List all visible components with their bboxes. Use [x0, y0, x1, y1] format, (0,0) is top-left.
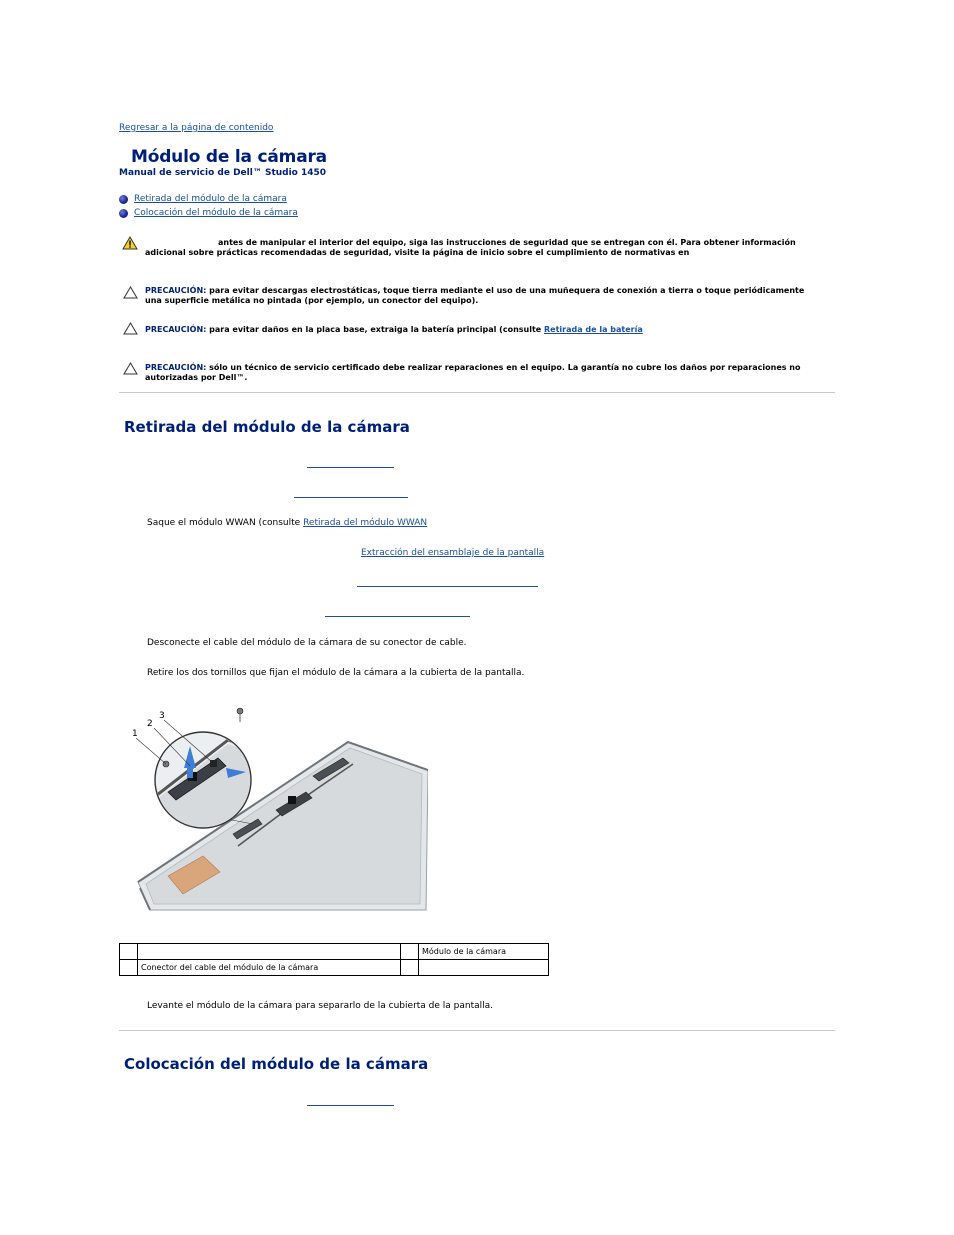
- table-cell: [138, 944, 401, 960]
- camera-module-illustration: [128, 706, 428, 912]
- caution-1-line1: [145, 286, 804, 296]
- step-screws: Retire los dos tornillos que fijan el módulo de la cámara a la cubierta de la pantalla.: [147, 668, 525, 678]
- divider: [119, 1030, 835, 1031]
- toc-link-replacement[interactable]: Colocación del módulo de la cámara: [134, 208, 298, 218]
- caution-2-line1: [145, 325, 643, 335]
- caution-label: PRECAUCIÓN:: [145, 286, 207, 295]
- table-cell: [120, 944, 138, 960]
- wwan-removal-link[interactable]: Retirada del módulo WWAN: [303, 518, 428, 528]
- toc-link-removal[interactable]: Retirada del módulo de la cámara: [134, 194, 287, 204]
- step-link-underline[interactable]: [357, 586, 538, 587]
- table-cell: Conector del cable del módulo de la cámara: [138, 960, 401, 976]
- caution-text: para evitar daños en la placa base, extraiga la batería principal (consulte: [209, 325, 542, 334]
- bullet-icon: [119, 195, 128, 204]
- callout-1: 1: [132, 729, 138, 739]
- table-cell: [401, 944, 419, 960]
- page-subtitle: Manual de servicio de Dell™ Studio 1450: [119, 168, 327, 178]
- step-link-underline[interactable]: [307, 467, 394, 468]
- step-link-underline[interactable]: [325, 616, 470, 617]
- section-heading-replacement: Colocación del módulo de la cámara: [124, 1055, 429, 1073]
- callout-3: 3: [159, 711, 165, 721]
- table-cell: Módulo de la cámara: [419, 944, 549, 960]
- step-disconnect: Desconecte el cable del módulo de la cámara de su conector de cable.: [147, 638, 467, 648]
- table-row: [120, 944, 549, 960]
- table-cell: [419, 960, 549, 976]
- callout-legend-table: [119, 943, 549, 976]
- table-cell: [120, 960, 138, 976]
- section-heading-removal: Retirada del módulo de la cámara: [124, 418, 410, 436]
- caution-icon: [123, 286, 138, 299]
- divider: [119, 392, 835, 393]
- caution-1-line2: una superficie metálica no pintada (por ejemplo, un conector del equipo).: [145, 296, 479, 305]
- caution-text: sólo un técnico de servicio certificado debe realizar reparaciones en el equipo. La garantía no cubre los daños por reparaciones no: [209, 363, 801, 372]
- page-title: Módulo de la cámara: [131, 147, 327, 167]
- display-removal-link[interactable]: Extracción del ensamblaje de la pantalla: [361, 548, 545, 558]
- caution-icon: [123, 362, 138, 375]
- step-link-underline[interactable]: [307, 1105, 394, 1106]
- step-wwan: [147, 518, 427, 528]
- caution-text: para evitar descargas electrostáticas, toque tierra mediante el uso de una muñequera de conexión a tierra o toque periódicamente: [209, 286, 805, 295]
- caution-label: PRECAUCIÓN:: [145, 363, 207, 372]
- caution-3-line1: [145, 363, 801, 373]
- caution-icon: [123, 322, 138, 335]
- table-row: [120, 960, 549, 976]
- battery-removal-link[interactable]: Retirada de la batería: [544, 325, 643, 334]
- step-text: Saque el módulo WWAN (consulte: [147, 518, 301, 528]
- table-cell: [401, 960, 419, 976]
- caution-3-line2: autorizadas por Dell™.: [145, 373, 248, 382]
- step-link-underline[interactable]: [294, 497, 408, 498]
- caution-label: PRECAUCIÓN:: [145, 325, 207, 334]
- bullet-icon: [119, 209, 128, 218]
- warning-line1: antes de manipular el interior del equipo, siga las instrucciones de seguridad que se entregan con él. Para obtener información: [218, 238, 796, 247]
- warning-line2: adicional sobre prácticas recomendadas de seguridad, visite la página de inicio sobre el cumplimiento de normativas en: [145, 248, 690, 257]
- warning-icon: [122, 236, 138, 250]
- step-lift: Levante el módulo de la cámara para separarlo de la cubierta de la pantalla.: [147, 1001, 494, 1011]
- back-to-contents-link[interactable]: Regresar a la página de contenido: [119, 123, 274, 133]
- callout-2: 2: [147, 719, 153, 729]
